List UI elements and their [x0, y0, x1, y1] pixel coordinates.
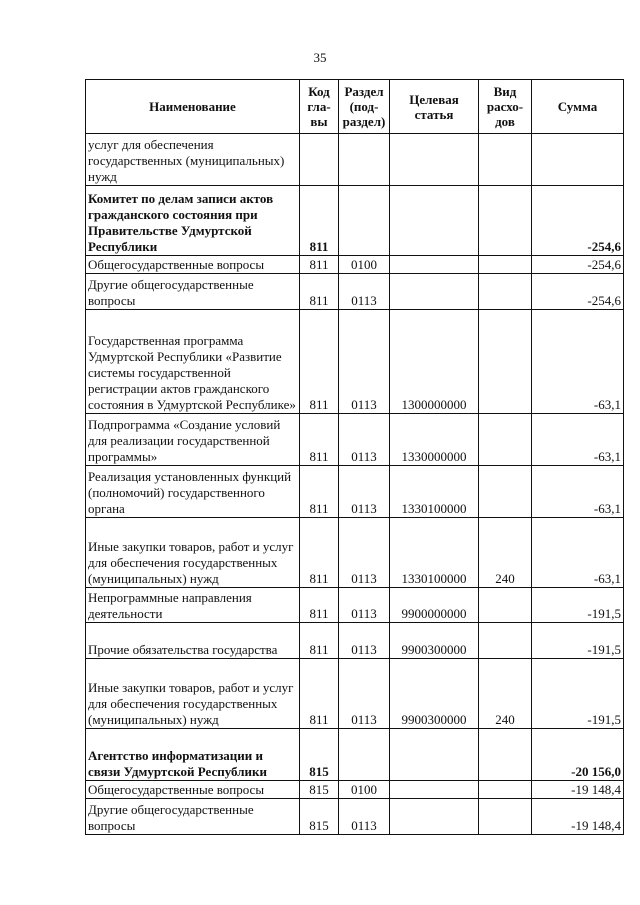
row-section: 0113 — [339, 414, 390, 466]
row-type — [479, 186, 532, 256]
row-code: 811 — [300, 659, 339, 729]
row-target: 1330100000 — [390, 466, 479, 518]
row-code: 811 — [300, 414, 339, 466]
row-target: 1300000000 — [390, 310, 479, 414]
row-sum: -63,1 — [532, 466, 624, 518]
row-target — [390, 186, 479, 256]
row-name: Прочие обязательства государства — [86, 623, 300, 659]
row-type — [479, 729, 532, 781]
row-type — [479, 134, 532, 186]
row-sum: -19 148,4 — [532, 781, 624, 799]
row-name: Агентство информатизации и связи Удмуртской Республики — [86, 729, 300, 781]
row-section: 0113 — [339, 623, 390, 659]
table-row — [86, 623, 624, 659]
row-section — [339, 186, 390, 256]
row-type — [479, 799, 532, 835]
row-target — [390, 799, 479, 835]
row-section: 0100 — [339, 781, 390, 799]
header-code: Код гла- вы — [300, 80, 339, 134]
row-sum: -19 148,4 — [532, 799, 624, 835]
row-type: 240 — [479, 518, 532, 588]
header-name: Наименование — [86, 80, 300, 134]
row-code: 811 — [300, 466, 339, 518]
row-name: Другие общегосударственные вопросы — [86, 274, 300, 310]
row-target — [390, 134, 479, 186]
row-sum: -63,1 — [532, 518, 624, 588]
row-section: 0113 — [339, 659, 390, 729]
table-row — [86, 274, 624, 310]
row-sum: -20 156,0 — [532, 729, 624, 781]
row-name: Реализация установленных функций (полномочий) государственного органа — [86, 466, 300, 518]
row-sum: -63,1 — [532, 310, 624, 414]
row-code — [300, 134, 339, 186]
row-section — [339, 729, 390, 781]
row-sum: -191,5 — [532, 588, 624, 623]
table-row — [86, 256, 624, 274]
row-code: 811 — [300, 518, 339, 588]
row-name: Общегосударственные вопросы — [86, 781, 300, 799]
row-name: услуг для обеспечения государственных (муниципальных) нужд — [86, 134, 300, 186]
table-row — [86, 799, 624, 835]
row-name: Подпрограмма «Создание условий для реализации государственной программы» — [86, 414, 300, 466]
row-name: Государственная программа Удмуртской Республики «Развитие системы государственной регистрации актов гражданского состояния в Удмуртской Республике» — [86, 310, 300, 414]
table-row — [86, 310, 624, 414]
row-code: 811 — [300, 256, 339, 274]
table-row — [86, 414, 624, 466]
header-section: Раздел (под- раздел) — [339, 80, 390, 134]
row-section — [339, 134, 390, 186]
row-code: 815 — [300, 781, 339, 799]
row-sum: -254,6 — [532, 274, 624, 310]
row-code: 815 — [300, 729, 339, 781]
row-target — [390, 256, 479, 274]
budget-table — [85, 79, 624, 835]
row-section: 0100 — [339, 256, 390, 274]
row-type — [479, 274, 532, 310]
row-type — [479, 310, 532, 414]
row-type — [479, 588, 532, 623]
row-target — [390, 781, 479, 799]
row-target: 9900300000 — [390, 659, 479, 729]
row-type — [479, 781, 532, 799]
table-header-row — [86, 80, 624, 134]
row-code: 811 — [300, 274, 339, 310]
row-code: 811 — [300, 588, 339, 623]
row-code: 811 — [300, 310, 339, 414]
row-code: 815 — [300, 799, 339, 835]
table-row — [86, 518, 624, 588]
row-name: Другие общегосударственные вопросы — [86, 799, 300, 835]
row-sum: -191,5 — [532, 623, 624, 659]
page-number: 35 — [313, 50, 327, 65]
row-code: 811 — [300, 623, 339, 659]
row-section: 0113 — [339, 518, 390, 588]
row-code: 811 — [300, 186, 339, 256]
table-row — [86, 729, 624, 781]
row-sum: -254,6 — [532, 186, 624, 256]
table-row — [86, 781, 624, 799]
table-row — [86, 466, 624, 518]
row-sum: -254,6 — [532, 256, 624, 274]
row-target: 9900300000 — [390, 623, 479, 659]
row-section: 0113 — [339, 588, 390, 623]
row-target: 1330000000 — [390, 414, 479, 466]
row-section: 0113 — [339, 799, 390, 835]
row-name: Непрограммные направления деятельности — [86, 588, 300, 623]
row-type — [479, 414, 532, 466]
table-row — [86, 186, 624, 256]
row-target: 1330100000 — [390, 518, 479, 588]
row-name: Иные закупки товаров, работ и услуг для обеспечения государственных (муниципальных) нужд — [86, 518, 300, 588]
row-target — [390, 274, 479, 310]
row-sum — [532, 134, 624, 186]
table-row — [86, 588, 624, 623]
header-sum: Сумма — [532, 80, 624, 134]
row-type — [479, 256, 532, 274]
row-section: 0113 — [339, 274, 390, 310]
row-type: 240 — [479, 659, 532, 729]
row-section: 0113 — [339, 466, 390, 518]
header-target: Целевая статья — [390, 80, 479, 134]
row-sum: -63,1 — [532, 414, 624, 466]
row-target — [390, 729, 479, 781]
row-name: Общегосударственные вопросы — [86, 256, 300, 274]
row-target: 9900000000 — [390, 588, 479, 623]
table-row — [86, 659, 624, 729]
row-sum: -191,5 — [532, 659, 624, 729]
header-type: Вид расхо- дов — [479, 80, 532, 134]
row-type — [479, 466, 532, 518]
row-name: Комитет по делам записи актов гражданского состояния при Правительстве Удмуртской Республики — [86, 186, 300, 256]
table-row — [86, 134, 624, 186]
row-section: 0113 — [339, 310, 390, 414]
row-name: Иные закупки товаров, работ и услуг для обеспечения государственных (муниципальных) нужд — [86, 659, 300, 729]
row-type — [479, 623, 532, 659]
